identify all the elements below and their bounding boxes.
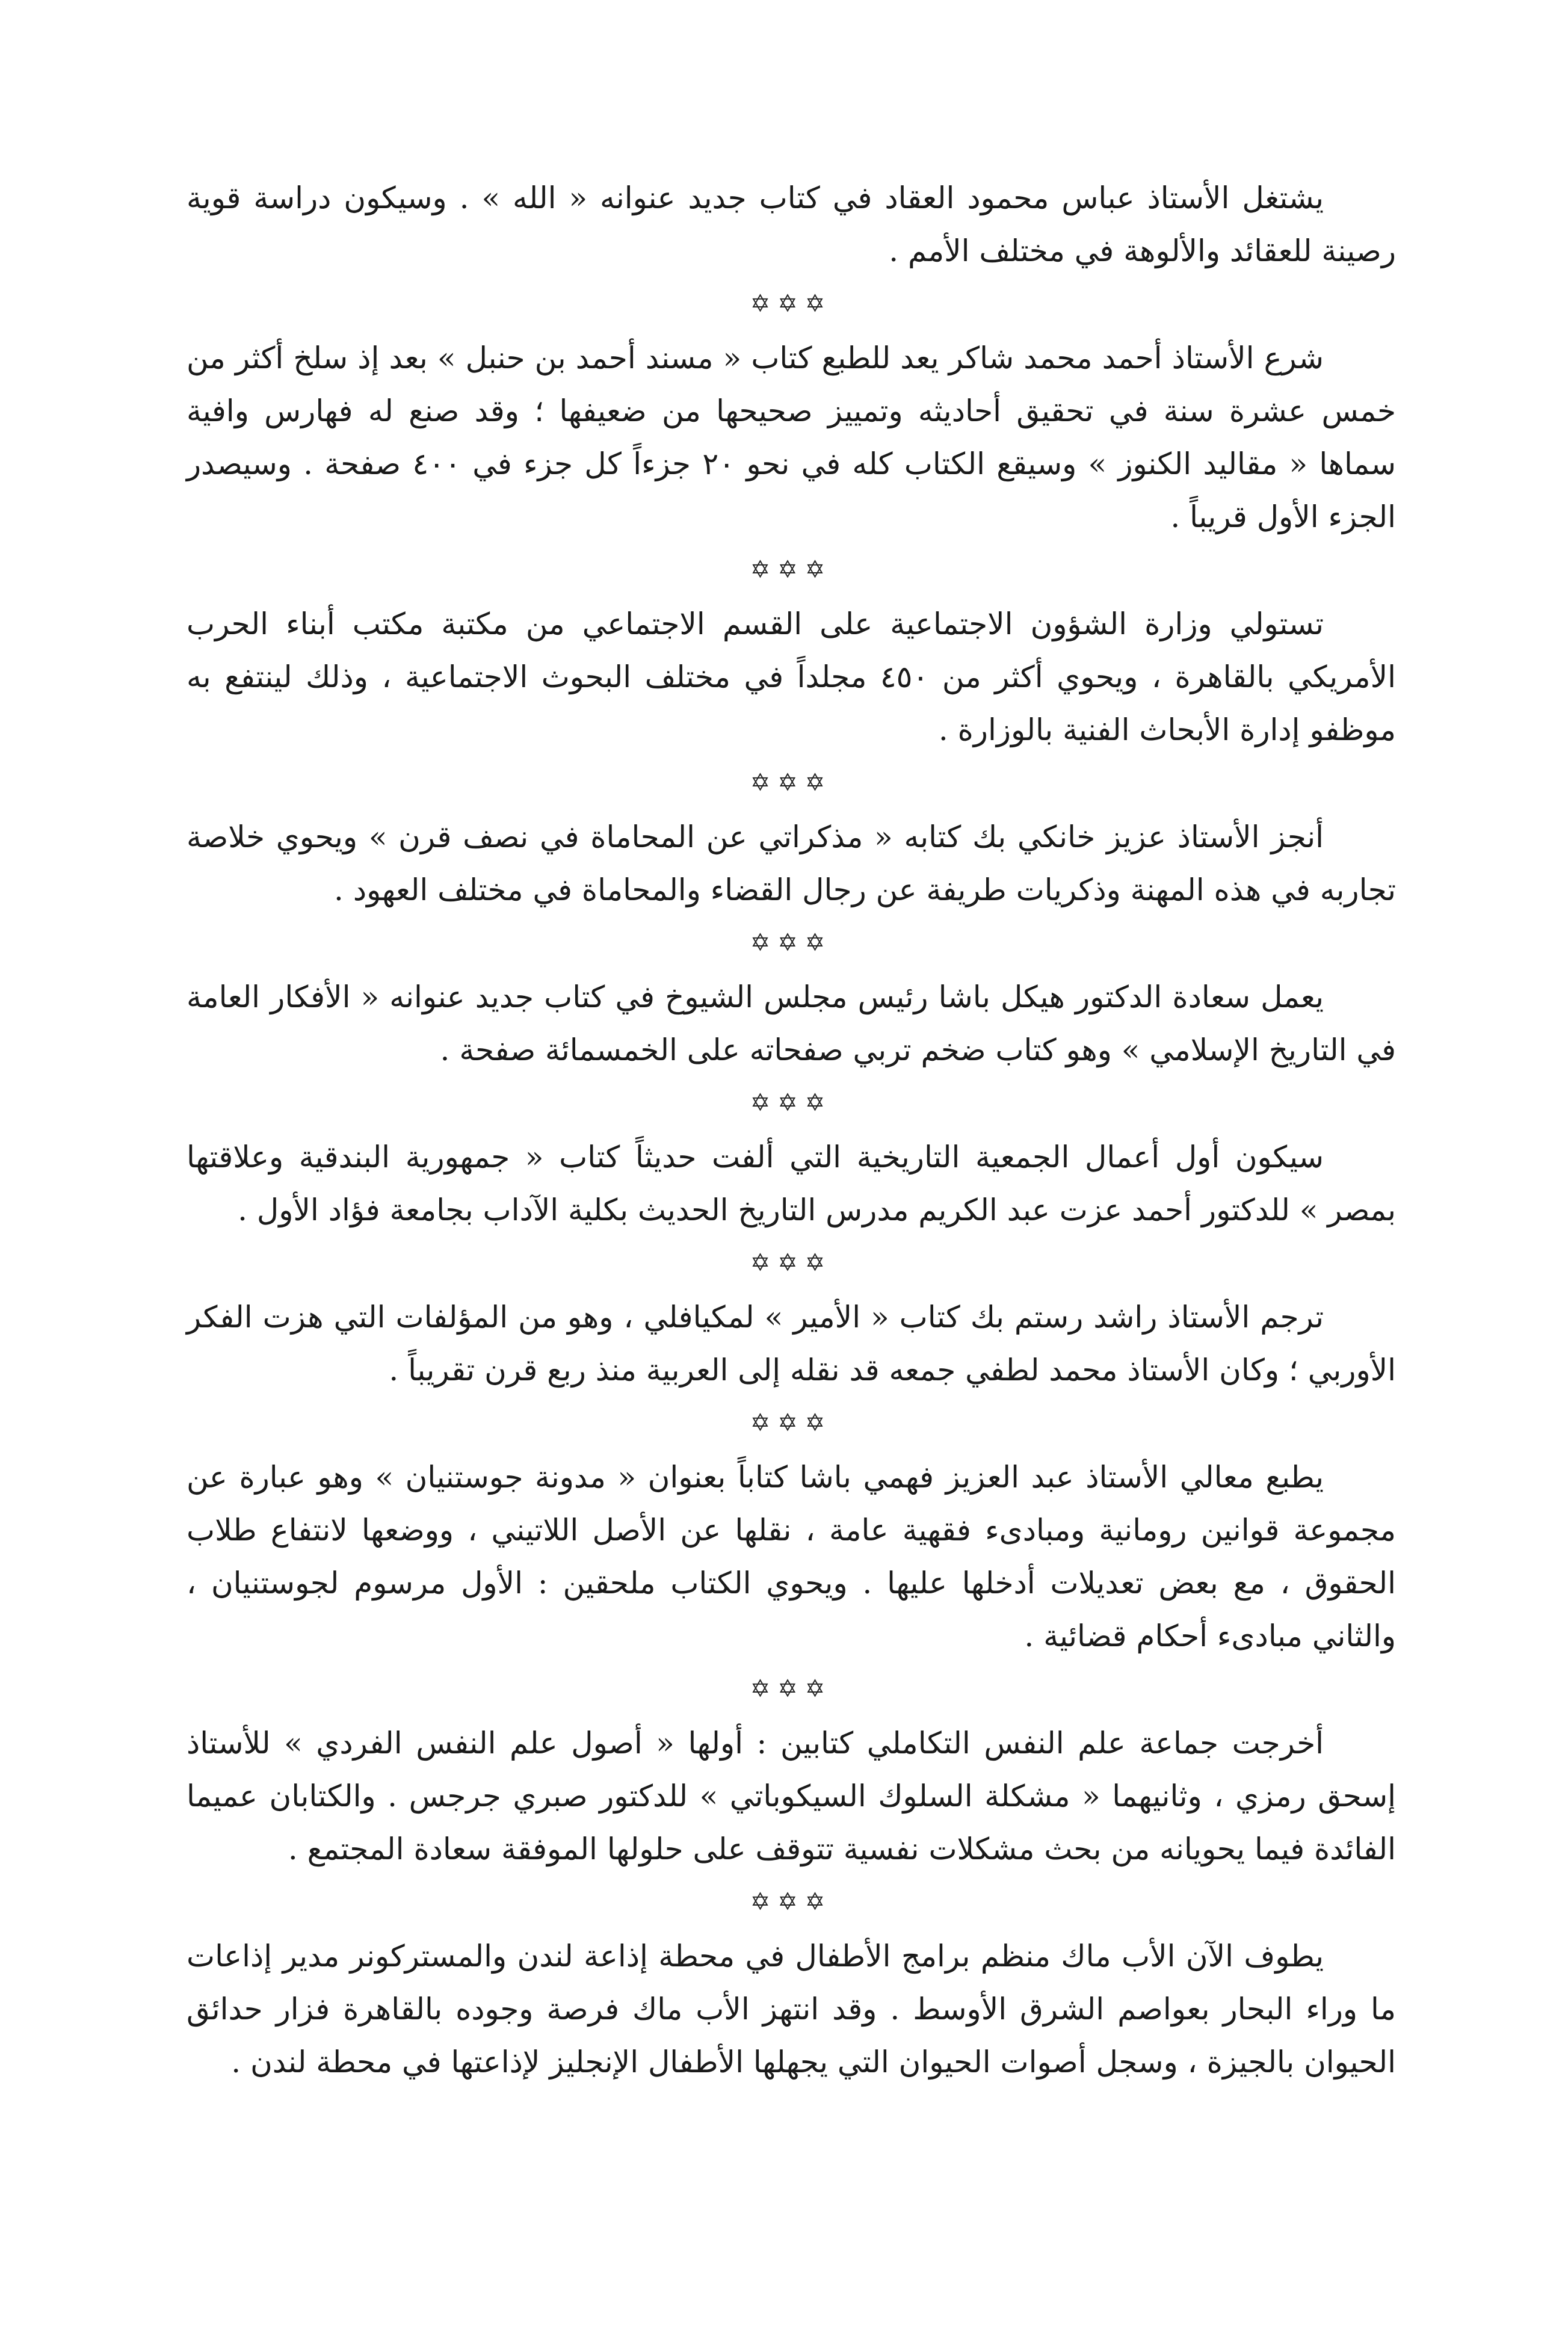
news-item-haykal: يعمل سعادة الدكتور هيكل باشا رئيس مجلس الشيوخ في كتاب جديد عنوانه « الأفكار العامة في التاريخ الإسلامي » وهو كتاب ضخم تربي صفحاته على الخمسمائة صفحة . — [187, 980, 1396, 1067]
star-separator-icon: ✡✡✡ — [750, 1249, 833, 1277]
star-separator-icon: ✡✡✡ — [750, 290, 833, 318]
news-page — [187, 171, 1396, 2089]
star-separator-icon: ✡✡✡ — [750, 1409, 833, 1437]
news-item-social-affairs: تستولي وزارة الشؤون الاجتماعية على القسم الاجتماعي من مكتبة مكتب أبناء الحرب الأمريكي بالقاهرة ، ويحوي أكثر من ٤٥٠ مجلداً في مختلف البحوث الاجتماعية ، وذلك لينتفع به موظفو إدارة الأبحاث الفنية بالوزارة . — [187, 607, 1396, 747]
news-item-fahmi: يطبع معالي الأستاذ عبد العزيز فهمي باشا كتاباً بعنوان « مدونة جوستنيان » وهو عبارة عن مجموعة قوانين رومانية ومبادىء فقهية عامة ، نقلها عن الأصل اللاتيني ، ووضعها لانتفاع طلاب الحقوق ، مع بعض تعديلات أدخلها عليها . ويحوي الكتاب ملحقين : الأول مرسوم لجوستنيان ، والثاني مبادىء أحكام قضائية . — [187, 1460, 1396, 1653]
news-item-father-mac: يطوف الآن الأب ماك منظم برامج الأطفال في محطة إذاعة لندن والمستركونر مدير إذاعات ما وراء البحار بعواصم الشرق الأوسط . وقد انتهز الأب ماك فرصة وجوده بالقاهرة فزار حدائق الحيوان بالجيزة ، وسجل أصوات الحيوان التي يجهلها الأطفال الإنجليز لإذاعتها في محطة لندن . — [187, 1939, 1396, 2079]
news-item-historical-society: سيكون أول أعمال الجمعية التاريخية التي ألفت حديثاً كتاب « جمهورية البندقية وعلاقتها بمصر » للدكتور أحمد عزت عبد الكريم مدرس التاريخ الحديث بكلية الآداب بجامعة فؤاد الأول . — [187, 1140, 1396, 1227]
star-separator-icon: ✡✡✡ — [750, 1888, 833, 1916]
star-separator-icon: ✡✡✡ — [750, 929, 833, 957]
news-item-rustom: ترجم الأستاذ راشد رستم بك كتاب « الأمير » لمكيافلي ، وهو من المؤلفات التي هزت الفكر الأوربي ؛ وكان الأستاذ محمد لطفي جمعه قد نقله إلى العربية منذ ربع قرن تقريباً . — [187, 1300, 1396, 1388]
news-item-aqqad: يشتغل الأستاذ عباس محمود العقاد في كتاب جديد عنوانه « الله » . وسيكون دراسة قوية رصينة للعقائد والألوهة في مختلف الأمم . — [187, 181, 1396, 268]
news-item-psychology: أخرجت جماعة علم النفس التكاملي كتابين : أولها « أصول علم النفس الفردي » للأستاذ إسحق رمزي ، وثانيهما « مشكلة السلوك السيكوباتي » للدكتور صبري جرجس . والكتابان عميما الفائدة فيما يحويانه من بحث مشكلات نفسية تتوقف على حلولها الموفقة سعادة المجتمع . — [187, 1726, 1396, 1866]
star-separator-icon: ✡✡✡ — [750, 769, 833, 797]
news-item-khanki: أنجز الأستاذ عزيز خانكي بك كتابه « مذكراتي عن المحاماة في نصف قرن » ويحوي خلاصة تجاربه في هذه المهنة وذكريات طريفة عن رجال القضاء والمحاماة في مختلف العهود . — [187, 820, 1396, 907]
star-separator-icon: ✡✡✡ — [750, 1089, 833, 1117]
news-item-shakir: شرع الأستاذ أحمد محمد شاكر يعد للطبع كتاب « مسند أحمد بن حنبل » بعد إذ سلخ أكثر من خمس عشرة سنة في تحقيق أحاديثه وتمييز صحيحها من ضعيفها ؛ وقد صنع له فهارس وافية سماها « مقاليد الكنوز » وسيقع الكتاب كله في نحو ٢٠ جزءاً كل جزء في ٤٠٠ صفحة . وسيصدر الجزء الأول قريباً . — [187, 341, 1396, 534]
star-separator-icon: ✡✡✡ — [750, 1675, 833, 1703]
star-separator-icon: ✡✡✡ — [750, 556, 833, 584]
